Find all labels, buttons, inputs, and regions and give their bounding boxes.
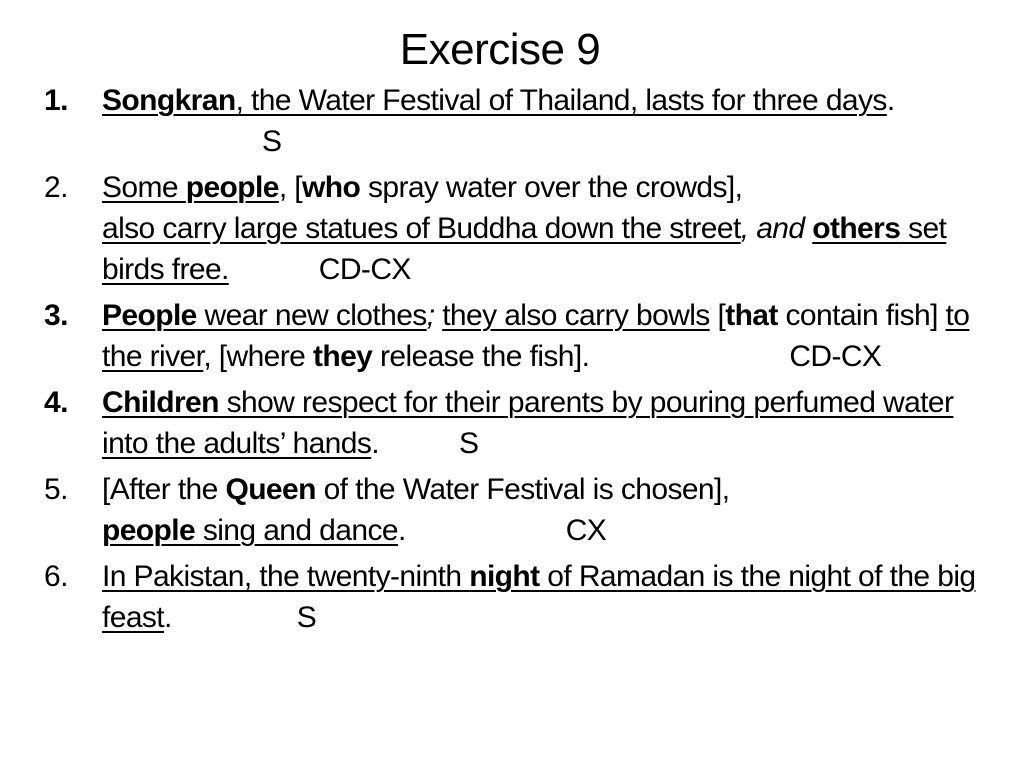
sentence-type-label: CD-CX xyxy=(789,340,882,373)
sentence-type-label: S xyxy=(296,601,317,634)
item-text: , the Water Festival of Thailand, lasts for three days xyxy=(235,84,887,117)
item-text-underlined xyxy=(102,514,398,547)
list-item-3 xyxy=(40,295,990,377)
item-text: . xyxy=(371,427,379,460)
item-text-underlined xyxy=(102,84,887,117)
exercise-list xyxy=(40,80,990,643)
item-text: [ xyxy=(709,299,726,332)
list-item-6 xyxy=(40,556,990,638)
sentence-type-label: S xyxy=(458,427,479,460)
slide-title: Exercise 9 xyxy=(399,25,601,74)
subject-word: who xyxy=(302,171,361,204)
subject-word: people xyxy=(102,514,196,547)
item-text: Some xyxy=(102,171,186,204)
subject-word: people xyxy=(185,171,279,204)
item-text: spray water over the crowds], xyxy=(360,171,743,204)
subject-word: night xyxy=(469,560,540,593)
sentence-type-label: CD-CX xyxy=(318,253,411,286)
item-text-underlined: they also carry bowls xyxy=(442,299,710,332)
item-text-underlined xyxy=(102,386,953,460)
item-text: sing and dance xyxy=(195,514,398,547)
item-text: release the fish]. xyxy=(372,340,590,373)
item-text: . xyxy=(886,84,895,117)
item-number: 4. xyxy=(44,386,68,419)
list-item-1 xyxy=(40,80,990,162)
list-item-4 xyxy=(40,382,990,464)
sentence-type-label: S xyxy=(262,125,282,158)
item-text: , [ xyxy=(278,171,303,204)
item-text: , xyxy=(740,212,757,245)
item-text: wear new clothes xyxy=(196,299,427,332)
item-text: [After the xyxy=(102,473,226,506)
item-number: 2. xyxy=(44,171,68,204)
item-text: . xyxy=(164,601,172,634)
list-item-5 xyxy=(40,469,990,551)
item-text-underlined xyxy=(102,560,976,634)
item-number: 5. xyxy=(44,473,68,506)
subject-word: that xyxy=(725,299,778,332)
item-text: of Ramadan is the night of the big feast xyxy=(102,560,976,634)
subject-word: they xyxy=(312,340,373,373)
subject-word: People xyxy=(102,299,197,332)
item-text: of the Water Festival is chosen], xyxy=(315,473,730,506)
item-text: show respect for their parents by pouring perfumed water into the adults’ hands xyxy=(102,386,954,460)
item-text-underlined xyxy=(102,299,427,332)
item-number: 6. xyxy=(44,560,68,593)
item-text: . xyxy=(397,514,406,547)
item-text-underlined: to the river xyxy=(102,299,970,373)
item-text: , [where xyxy=(203,340,313,373)
item-text-underlined xyxy=(102,171,279,204)
item-number: 3. xyxy=(44,299,68,332)
item-text-underlined: also carry large statues of Buddha down the street xyxy=(102,212,741,245)
item-text: ; xyxy=(426,299,435,332)
sentence-type-label: CX xyxy=(565,514,607,547)
subject-word: others xyxy=(812,212,901,245)
conjunction-word: and xyxy=(756,212,805,245)
subject-word: Songkran xyxy=(102,84,236,117)
list-item-2 xyxy=(40,167,990,290)
item-text: In Pakistan, the twenty-ninth xyxy=(102,560,470,593)
item-text: contain fish] xyxy=(777,299,946,332)
item-number: 1. xyxy=(44,84,68,117)
subject-word: Queen xyxy=(225,473,316,506)
subject-word: Children xyxy=(102,386,219,419)
item-text: set birds free. xyxy=(102,212,947,286)
